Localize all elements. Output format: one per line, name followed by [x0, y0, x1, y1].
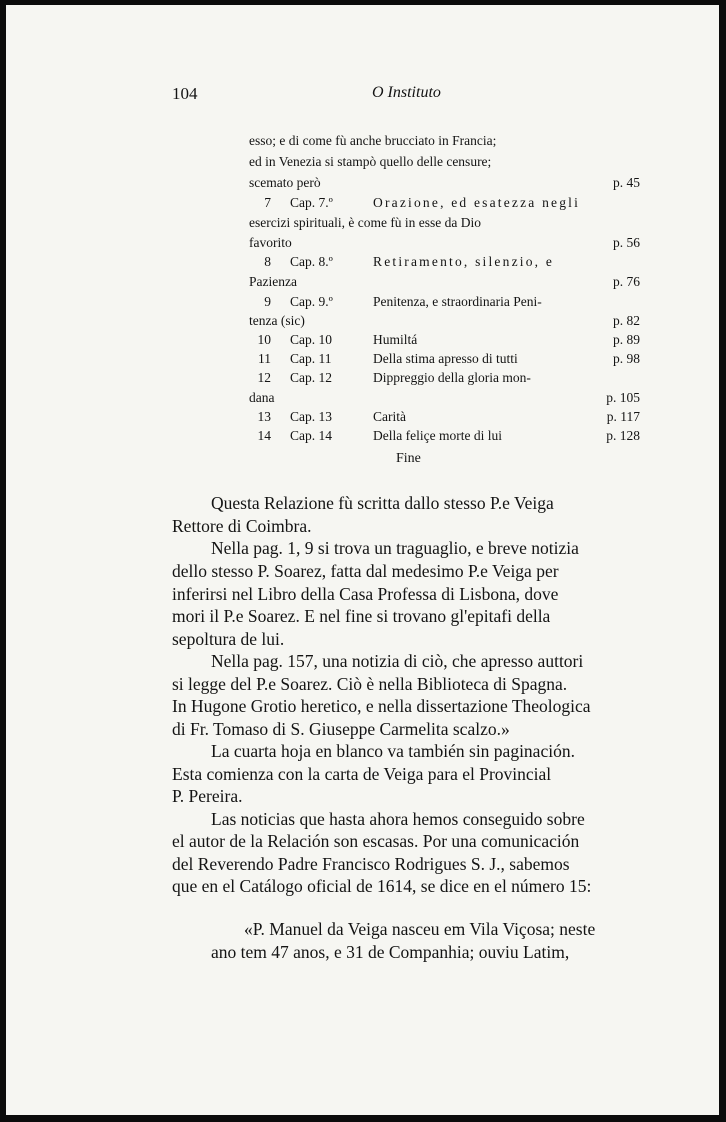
body-line: que en el Catálogo oficial de 1614, se dice en el número 15:: [172, 876, 592, 896]
toc-title: Humiltá: [373, 332, 418, 347]
body-line: In Hugone Grotio heretico, e nella dissertazione Theologica: [172, 696, 591, 716]
toc-title-cont: esercizi spirituali, è come fù in esse da Dio: [249, 215, 482, 230]
toc-number: 7: [264, 195, 271, 210]
toc-chapter: Cap. 13: [290, 409, 332, 424]
toc-page-ref: p. 76: [613, 274, 640, 289]
body-line: si legge del P.e Soarez. Ciò è nella Biblioteca di Spagna.: [172, 674, 568, 694]
body-line: dello stesso P. Soarez, fatta dal medesimo P.e Veiga per: [172, 561, 559, 581]
fine-label: Fine: [396, 451, 421, 466]
body-line: Las noticias que hasta ahora hemos conseguido sobre: [211, 809, 585, 829]
toc-number: 13: [257, 409, 271, 424]
toc-title-cont: dana: [249, 390, 275, 405]
body-line: mori il P.e Soarez. E nel fine si trovano gl'epitafi della: [172, 606, 551, 626]
toc-chapter: Cap. 11: [290, 351, 332, 366]
toc-page-ref: p. 82: [613, 313, 640, 328]
toc-title: Dippreggio della gloria mon-: [373, 370, 531, 385]
toc-page-ref: p. 117: [606, 409, 640, 424]
body-line: Esta comienza con la carta de Veiga para el Provincial: [172, 764, 552, 784]
toc-title-cont: favorito: [249, 235, 292, 250]
body-line: inferirsi nel Libro della Casa Professa di Lisbona, dove: [172, 584, 559, 604]
toc-number: 12: [257, 370, 271, 385]
toc-title-cont: tenza (sic): [249, 313, 305, 328]
toc-title: Retiramento, silenzio, e: [373, 254, 555, 269]
toc-title: Penitenza, e straordinaria Peni-: [373, 294, 542, 309]
toc-page-ref: p. 128: [606, 428, 640, 443]
body-line: P. Pereira.: [172, 786, 243, 806]
toc-page-ref: p. 98: [613, 351, 640, 366]
toc-intro-line: scemato però: [249, 175, 321, 190]
toc-title: Della stima apresso di tutti: [373, 351, 518, 366]
quote-line: «P. Manuel da Veiga nasceu em Vila Viçosa; neste: [244, 919, 596, 939]
toc-page-ref: p. 56: [613, 235, 640, 250]
body-line: Nella pag. 157, una notizia di ciò, che apresso auttori: [211, 651, 584, 671]
toc-number: 11: [258, 351, 271, 366]
body-line: Questa Relazione fù scritta dallo stesso P.e Veiga: [211, 493, 554, 513]
body-line: di Fr. Tomaso di S. Giuseppe Carmelita scalzo.»: [172, 719, 510, 739]
body-line: del Reverendo Padre Francisco Rodrigues S. J., sabemos: [172, 854, 570, 874]
toc-page-ref: p. 89: [613, 332, 640, 347]
toc-chapter: Cap. 9.º: [290, 294, 333, 309]
toc-intro-line: ed in Venezia si stampò quello delle censure;: [249, 154, 492, 169]
body-line: Rettore di Coimbra.: [172, 516, 312, 536]
toc-number: 8: [264, 254, 271, 269]
body-line: sepoltura de lui.: [172, 629, 285, 649]
toc-number: 10: [257, 332, 271, 347]
toc-title: Orazione, ed esatezza negli: [373, 195, 581, 210]
toc-page-ref: p. 105: [606, 390, 640, 405]
running-title: O Instituto: [372, 84, 441, 101]
body-line: La cuarta hoja en blanco va también sin paginación.: [211, 741, 575, 761]
toc-title-cont: Pazienza: [249, 274, 297, 289]
toc-number: 14: [257, 428, 271, 443]
body-line: Nella pag. 1, 9 si trova un traguaglio, e breve notizia: [211, 538, 579, 558]
toc-chapter: Cap. 7.º: [290, 195, 333, 210]
body-line: el autor de la Relación son escasas. Por una comunicación: [172, 831, 580, 851]
toc-intro-line: esso; e di come fù anche brucciato in Francia;: [249, 133, 497, 148]
page-number: 104: [172, 84, 198, 103]
toc-chapter: Cap. 8.º: [290, 254, 333, 269]
toc-chapter: Cap. 10: [290, 332, 332, 347]
toc-number: 9: [264, 294, 271, 309]
toc-page-ref: p. 45: [613, 175, 640, 190]
book-page: [6, 5, 719, 1115]
toc-title: Carità: [373, 409, 406, 424]
quote-line: ano tem 47 anos, e 31 de Companhia; ouviu Latim,: [211, 942, 570, 962]
toc-title: Della feliçe morte di lui: [373, 428, 502, 443]
toc-chapter: Cap. 14: [290, 428, 332, 443]
toc-chapter: Cap. 12: [290, 370, 332, 385]
